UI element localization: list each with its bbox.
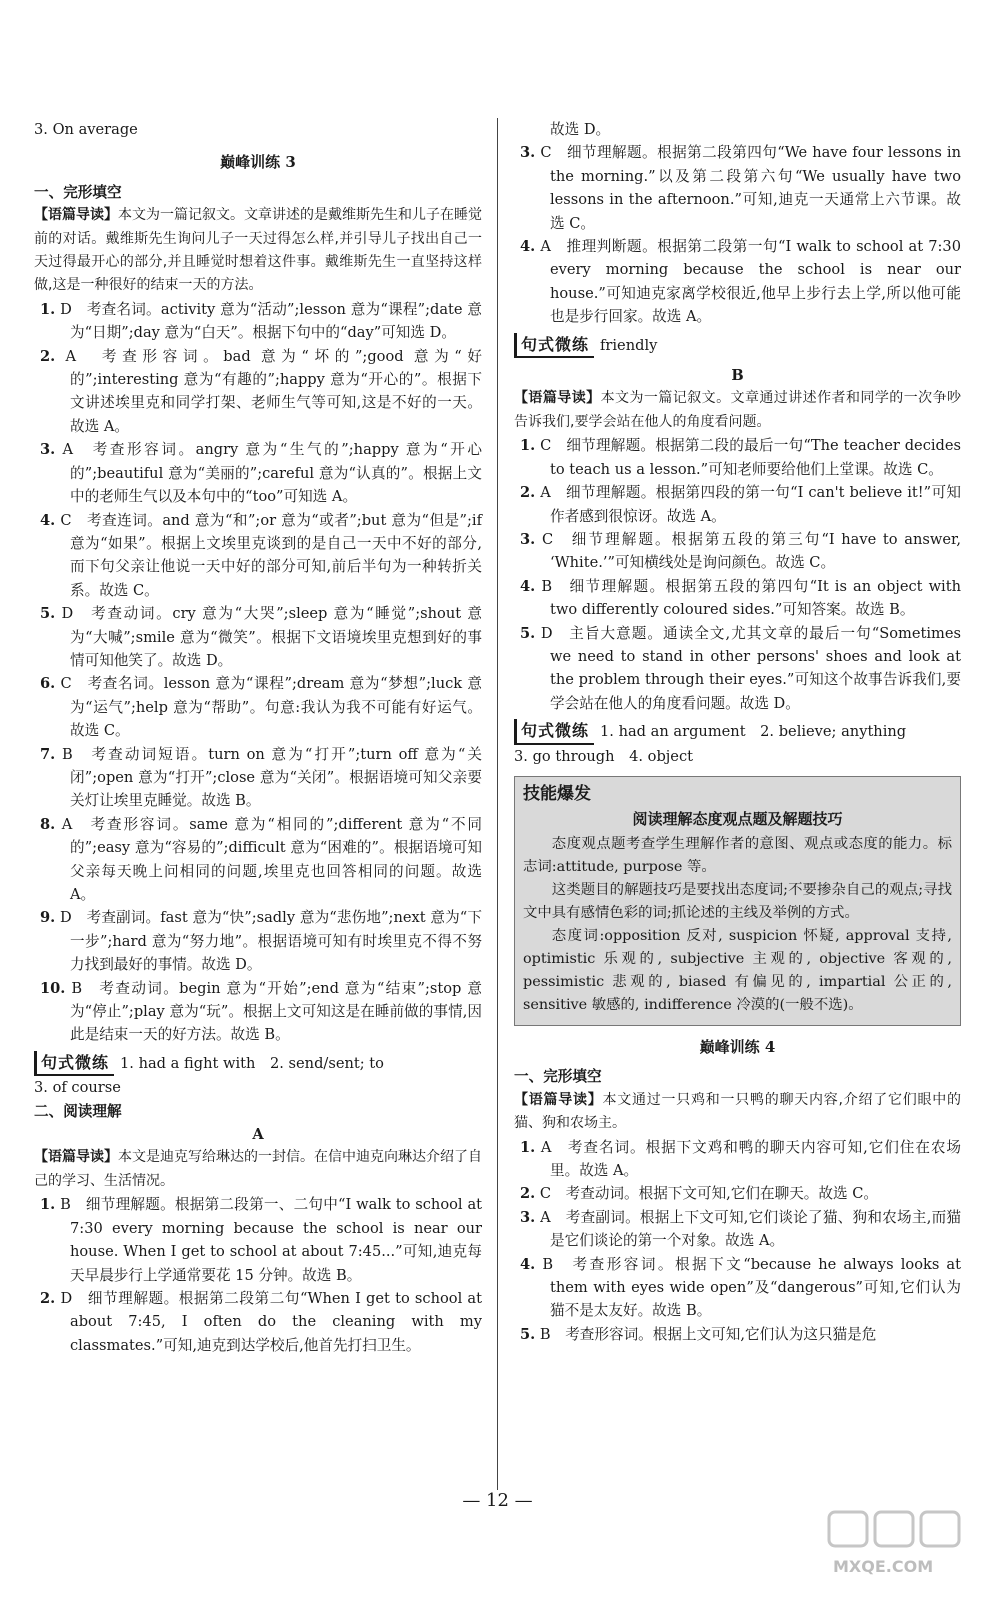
pattern-answers: friendly xyxy=(600,336,658,354)
answer-number: 1. xyxy=(520,1138,536,1156)
left-column xyxy=(34,118,482,1357)
answer-text: C 细节理解题。根据第二段第四句“We have four lessons in the morning.”以及第二段第六句“We usually have two lessons in the afternoon.”可知,迪克一天通常上六节课。故选 C。 xyxy=(540,144,962,232)
answer-text: A 考查形容词。angry 意为“生气的”;happy 意为“开心的”;beautiful 意为“美丽的”;careful 意为“认真的”。根据上文中的老师生气以及本句中的“too”可知选 A。 xyxy=(62,441,482,506)
guide-paragraph-3 xyxy=(34,204,482,298)
answer-number: 1. xyxy=(40,1196,56,1214)
answer-item xyxy=(514,1136,961,1183)
section-heading-3: 巅峰训练 3 xyxy=(220,153,296,172)
answer-number: 8. xyxy=(40,815,56,833)
answer-number: 4. xyxy=(40,511,56,529)
guide-tag: 【语篇导读】 xyxy=(34,207,118,224)
item-3-answer: 3. On average xyxy=(34,121,138,138)
answer-number: 7. xyxy=(40,745,56,763)
answer-number: 5. xyxy=(520,1325,536,1343)
answer-number: 4. xyxy=(520,238,536,256)
answer-item xyxy=(34,977,482,1047)
answer-item xyxy=(34,1287,482,1357)
answer-item xyxy=(34,602,482,672)
continued-text: 故选 D。 xyxy=(550,121,611,138)
guide-paragraph-a xyxy=(34,1146,482,1193)
answer-item xyxy=(34,438,482,508)
answer-item xyxy=(514,1323,961,1346)
pattern-answers: 1. had an argument 2. believe; anything xyxy=(600,723,907,741)
guide-tag: 【语篇导读】 xyxy=(34,1149,118,1166)
pattern-practice xyxy=(34,1051,482,1076)
watermark-box-1 xyxy=(829,1512,867,1546)
skill-title: 阅读理解态度观点题及解题技巧 xyxy=(632,809,843,828)
answer-number: 9. xyxy=(40,909,56,927)
answer-item xyxy=(34,1193,482,1287)
answer-item xyxy=(514,528,961,575)
skill-paragraph: 态度观点题考查学生理解作者的意图、观点或态度的能力。标志词:attitude, purpose 等。 xyxy=(523,835,952,875)
answer-text: B 细节理解题。根据第五段的第四句“It is an object with two differently coloured sides.”可知答案。故选 B。 xyxy=(541,577,961,619)
section-cloze-title: 一、完形填空 xyxy=(34,183,122,201)
answer-number: 3. xyxy=(520,144,536,162)
answer-item xyxy=(34,743,482,813)
guide-text: 本文为一篇记叙文。文章通过讲述作者和同学的一次争吵告诉我们,要学会站在他人的角度看问题。 xyxy=(514,390,962,430)
guide-text: 本文是迪克写给琳达的一封信。在信中迪克向琳达介绍了自己的学习、生活情况。 xyxy=(34,1149,482,1189)
watermark-text: MXQE.COM xyxy=(833,1557,934,1576)
answer-number: 1. xyxy=(520,437,536,455)
answer-item xyxy=(514,575,961,622)
section-reading-title: 二、阅读理解 xyxy=(34,1102,122,1120)
answer-text: A 考查形容词。same 意为“相同的”;different 意为“不同的”;easy 意为“容易的”;difficult 意为“困难的”。根据语境可知父亲每天晚上问相同的问题,埃里克也回答相同的问题。故选 A。 xyxy=(61,815,482,903)
guide-tag: 【语篇导读】 xyxy=(514,390,601,407)
column-divider xyxy=(497,118,498,1490)
section-heading-4: 巅峰训练 4 xyxy=(699,1037,776,1056)
pattern-answers: 1. had a fight with 2. send/sent; to xyxy=(120,1054,384,1072)
answer-text: A 考查名词。根据下文鸡和鸭的聊天内容可知,它们住在农场里。故选 A。 xyxy=(540,1138,962,1179)
passage-b-label: B xyxy=(731,367,744,385)
answer-item xyxy=(514,1182,961,1205)
answer-number: 3. xyxy=(40,441,56,459)
watermark-box-2 xyxy=(875,1512,913,1546)
answer-number: 2. xyxy=(520,484,536,502)
cloze-answers xyxy=(34,298,482,1047)
answer-item xyxy=(34,906,482,976)
answer-number: 4. xyxy=(520,1255,536,1273)
section-cloze-title: 一、完形填空 xyxy=(514,1068,602,1086)
answer-item xyxy=(514,434,961,481)
answer-item xyxy=(514,1206,961,1253)
answer-text: A 考查副词。根据上下文可知,它们谈论了猫、狗和农场主,而猫是它们谈论的第一个对象。故选 A。 xyxy=(540,1208,961,1250)
answer-text: D 考查名词。activity 意为“活动”;lesson 意为“课程”;date 意为“日期”;day 意为“白天”。根据下句中的“day”可知选 D。 xyxy=(60,300,483,342)
answer-text: B 考查形容词。根据下文“because he always looks at them with eyes wide open”及“dangerous”可知,它们认为猫不是太友好。故选 B。 xyxy=(542,1255,961,1320)
answer-number: 6. xyxy=(40,675,56,693)
watermark-box-3 xyxy=(921,1512,959,1546)
answer-text: A 细节理解题。根据第四段的第一句“I can't believe it!”可知作者感到很惊讶。故选 A。 xyxy=(540,484,961,525)
answer-item xyxy=(514,1253,961,1323)
pattern-label: 句式微练 xyxy=(514,719,594,744)
pattern-practice xyxy=(514,719,961,744)
answer-number: 10. xyxy=(40,979,66,997)
answer-number: 2. xyxy=(40,347,56,365)
pattern-label: 句式微练 xyxy=(514,333,594,358)
skill-paragraph: 这类题目的解题技巧是要找出态度词;不要掺杂自己的观点;寻找文中具有感情色彩的词;抓论述的主线及举例的方式。 xyxy=(523,881,952,921)
answer-text: D 细节理解题。根据第二段第二句“When I get to school at about 7:45, I often do the cleaning with my classmates.”可知,迪克到达学校后,他首先打扫卫生。 xyxy=(60,1289,482,1354)
answer-item xyxy=(34,345,482,439)
answer-text: B 考查动词短语。turn on 意为“打开”;turn off 意为“关闭”;open 意为“打开”;close 意为“关闭”。根据语境可知父亲要关灯让埃里克睡觉。故选 B。 xyxy=(61,745,482,810)
answer-text: C 细节理解题。根据第五段的第三句“I have to answer, ‘White.’”可知横线处是询问颜色。故选 C。 xyxy=(541,530,962,572)
pattern-label: 句式微练 xyxy=(34,1051,114,1076)
answer-text: A 考查形容词。bad 意为“坏的”;good 意为“好的”;interesting 意为“有趣的”;happy 意为“开心的”。根据下文讲述埃里克和同学打架、老师生气等可知,这是不好的一天。故选 A。 xyxy=(65,347,483,435)
guide-text: 本文通过一只鸡和一只鸭的聊天内容,介绍了它们眼中的猫、狗和农场主。 xyxy=(514,1091,962,1132)
pattern-practice xyxy=(514,333,961,358)
answer-number: 4. xyxy=(520,577,536,595)
guide-paragraph-4 xyxy=(514,1089,961,1136)
answer-number: 5. xyxy=(520,624,536,642)
answer-item xyxy=(514,235,961,329)
answer-number: 2. xyxy=(40,1289,56,1307)
skill-tag: 技能爆发 xyxy=(523,783,591,804)
answer-item xyxy=(514,141,961,235)
answer-number: 5. xyxy=(40,605,56,623)
answer-text: C 考查连词。and 意为“和”;or 意为“或者”;but 意为“但是”;if 意为“如果”。根据上文埃里克谈到的是自己一天中不好的部分,而下句父亲让他说一天中好的部分可知,前后半句为一种转折关系。故选 C。 xyxy=(60,511,483,599)
answer-item xyxy=(34,509,482,603)
answer-text: D 考查动词。cry 意为“大哭”;sleep 意为“睡觉”;shout 意为“大喊”;smile 意为“微笑”。根据下文语境埃里克想到好的事情可知他笑了。故选 D。 xyxy=(61,605,482,669)
answer-number: 1. xyxy=(40,300,56,318)
watermark-logo xyxy=(825,1508,975,1582)
right-column xyxy=(514,118,961,1346)
passage-a-label: A xyxy=(252,1126,264,1144)
guide-paragraph-b xyxy=(514,387,961,434)
skill-paragraph: 态度词:opposition 反对, suspicion 怀疑, approval 支持, optimistic 乐观的, subjective 主观的, objective 客观的, pessimistic 悲观的, biased 有偏见的, impartial 公正的, sensitive 敏感的, indifference 冷漠的(一般不选)。 xyxy=(523,927,952,1013)
answer-text: D 主旨大意题。通读全文,尤其文章的最后一句“Sometimes we need to stand in other persons' shoes and look at the problem through their eyes.”可知这个故事告诉我们,要学会站在他人的角度看问题。故选 D。 xyxy=(540,624,961,712)
answer-item xyxy=(514,481,961,528)
answer-number: 3. xyxy=(520,530,536,548)
answer-text: B 考查形容词。根据上文可知,它们认为这只猫是危 xyxy=(539,1325,877,1343)
answer-text: C 细节理解题。根据第二段的最后一句“The teacher decides to teach us a lesson.”可知老师要给他们上堂课。故选 C。 xyxy=(540,437,962,478)
answer-number: 3. xyxy=(520,1208,536,1226)
guide-text: 本文为一篇记叙文。文章讲述的是戴维斯先生和儿子在睡觉前的对话。戴维斯先生询问儿子一天过得怎么样,并引导儿子找出自己一天过得最开心的部分,并且睡觉时想着这件事。戴维斯先生一直坚持这样做,这是一种很好的结束一天的方法。 xyxy=(34,207,482,294)
answer-text: B 细节理解题。根据第二段第一、二句中“I walk to school at 7:30 every morning because the school is near our house. When I get to school at about 7:45...”可知,迪克每天早晨步行上学通常要花 15 分钟。故选 B。 xyxy=(60,1196,483,1284)
answer-text: B 考查动词。begin 意为“开始”;end 意为“结束”;stop 意为“停止”;play 意为“玩”。根据上文可知这是在睡前做的事情,因此是结束一天的好方法。故选 B。 xyxy=(70,979,482,1044)
answer-number: 2. xyxy=(520,1185,536,1203)
answer-text: C 考查名词。lesson 意为“课程”;dream 意为“梦想”;luck 意为“运气”;help 意为“帮助”。句意:我认为我不可能有好运气。故选 C。 xyxy=(60,675,482,740)
pattern-answers-cont: 3. of course xyxy=(34,1079,121,1097)
skill-box xyxy=(514,776,961,1026)
answer-item xyxy=(514,622,961,716)
answer-item xyxy=(34,672,482,742)
answer-item xyxy=(34,813,482,907)
answer-text: C 考查动词。根据下文可知,它们在聊天。故选 C。 xyxy=(539,1185,878,1203)
pattern-answers-cont: 3. go through 4. object xyxy=(514,747,693,765)
answer-text: A 推理判断题。根据第二段第一句“I walk to school at 7:30 every morning because the school is near our house.”可知迪克家离学校很近,他早上步行去上学,所以他可能也是步行回家。故选 A。 xyxy=(540,238,962,326)
answer-item xyxy=(34,298,482,345)
page-number: — 12 — xyxy=(462,1490,533,1511)
answer-text: D 考查副词。fast 意为“快”;sadly 意为“悲伤地”;next 意为“下一步”;hard 意为“努力地”。根据语境可知有时埃里克不得不努力找到最好的事情。故选 D。 xyxy=(60,909,482,974)
guide-tag: 【语篇导读】 xyxy=(514,1091,603,1108)
